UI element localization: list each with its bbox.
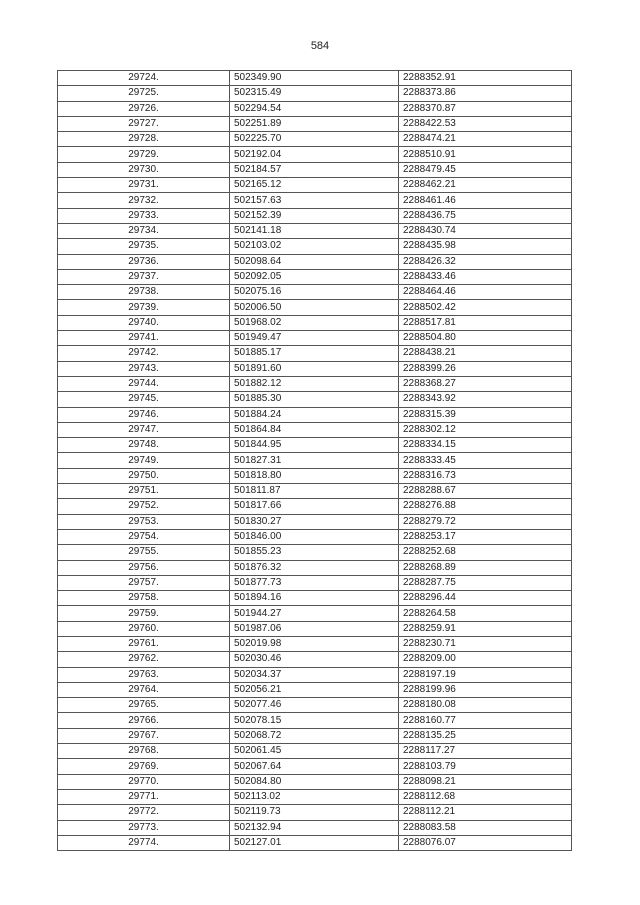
table-row <box>58 606 572 621</box>
point-number-cell: 29732. <box>58 193 230 208</box>
table-row <box>58 300 572 315</box>
table-row <box>58 438 572 453</box>
y-coordinate-cell: 2288287.75 <box>399 575 572 590</box>
table-row <box>58 713 572 728</box>
table-row <box>58 269 572 284</box>
point-number-cell: 29750. <box>58 468 230 483</box>
y-coordinate-cell: 2288438.21 <box>399 346 572 361</box>
y-coordinate-cell: 2288343.92 <box>399 392 572 407</box>
x-coordinate-cell: 502349.90 <box>230 71 399 86</box>
x-coordinate-cell: 502092.05 <box>230 269 399 284</box>
table-row <box>58 178 572 193</box>
y-coordinate-cell: 2288422.53 <box>399 116 572 131</box>
y-coordinate-cell: 2288279.72 <box>399 514 572 529</box>
y-coordinate-cell: 2288315.39 <box>399 407 572 422</box>
table-row <box>58 468 572 483</box>
table-row <box>58 422 572 437</box>
x-coordinate-cell: 502152.39 <box>230 208 399 223</box>
y-coordinate-cell: 2288474.21 <box>399 132 572 147</box>
table-row <box>58 667 572 682</box>
table-row <box>58 132 572 147</box>
table-row <box>58 223 572 238</box>
x-coordinate-cell: 502068.72 <box>230 728 399 743</box>
point-number-cell: 29744. <box>58 376 230 391</box>
table-row <box>58 361 572 376</box>
point-number-cell: 29763. <box>58 667 230 682</box>
point-number-cell: 29728. <box>58 132 230 147</box>
y-coordinate-cell: 2288504.80 <box>399 331 572 346</box>
x-coordinate-cell: 501987.06 <box>230 621 399 636</box>
x-coordinate-cell: 502127.01 <box>230 835 399 850</box>
x-coordinate-cell: 501882.12 <box>230 376 399 391</box>
point-number-cell: 29725. <box>58 86 230 101</box>
table-row <box>58 239 572 254</box>
table-row <box>58 116 572 131</box>
point-number-cell: 29765. <box>58 698 230 713</box>
table-row <box>58 652 572 667</box>
table-row <box>58 682 572 697</box>
y-coordinate-cell: 2288316.73 <box>399 468 572 483</box>
table-row <box>58 744 572 759</box>
point-number-cell: 29738. <box>58 285 230 300</box>
point-number-cell: 29742. <box>58 346 230 361</box>
table-row <box>58 805 572 820</box>
point-number-cell: 29760. <box>58 621 230 636</box>
x-coordinate-cell: 502132.94 <box>230 820 399 835</box>
point-number-cell: 29751. <box>58 484 230 499</box>
table-row <box>58 529 572 544</box>
point-number-cell: 29731. <box>58 178 230 193</box>
point-number-cell: 29730. <box>58 162 230 177</box>
y-coordinate-cell: 2288230.71 <box>399 636 572 651</box>
y-coordinate-cell: 2288276.88 <box>399 499 572 514</box>
table-row <box>58 315 572 330</box>
point-number-cell: 29773. <box>58 820 230 835</box>
point-number-cell: 29740. <box>58 315 230 330</box>
point-number-cell: 29739. <box>58 300 230 315</box>
point-number-cell: 29769. <box>58 759 230 774</box>
y-coordinate-cell: 2288426.32 <box>399 254 572 269</box>
x-coordinate-cell: 502084.80 <box>230 774 399 789</box>
table-row <box>58 575 572 590</box>
point-number-cell: 29747. <box>58 422 230 437</box>
point-number-cell: 29772. <box>58 805 230 820</box>
y-coordinate-cell: 2288259.91 <box>399 621 572 636</box>
y-coordinate-cell: 2288112.68 <box>399 789 572 804</box>
y-coordinate-cell: 2288117.27 <box>399 744 572 759</box>
point-number-cell: 29736. <box>58 254 230 269</box>
point-number-cell: 29735. <box>58 239 230 254</box>
x-coordinate-cell: 501830.27 <box>230 514 399 529</box>
x-coordinate-cell: 501884.24 <box>230 407 399 422</box>
x-coordinate-cell: 502184.57 <box>230 162 399 177</box>
y-coordinate-cell: 2288197.19 <box>399 667 572 682</box>
x-coordinate-cell: 501894.16 <box>230 591 399 606</box>
x-coordinate-cell: 502056.21 <box>230 682 399 697</box>
y-coordinate-cell: 2288076.07 <box>399 835 572 850</box>
x-coordinate-cell: 501876.32 <box>230 560 399 575</box>
y-coordinate-cell: 2288399.26 <box>399 361 572 376</box>
x-coordinate-cell: 502165.12 <box>230 178 399 193</box>
point-number-cell: 29741. <box>58 331 230 346</box>
x-coordinate-cell: 501885.17 <box>230 346 399 361</box>
y-coordinate-cell: 2288502.42 <box>399 300 572 315</box>
x-coordinate-cell: 502294.54 <box>230 101 399 116</box>
point-number-cell: 29733. <box>58 208 230 223</box>
x-coordinate-cell: 502157.63 <box>230 193 399 208</box>
x-coordinate-cell: 501968.02 <box>230 315 399 330</box>
x-coordinate-cell: 502067.64 <box>230 759 399 774</box>
coordinate-table-body <box>58 71 572 851</box>
table-row <box>58 759 572 774</box>
table-row <box>58 453 572 468</box>
y-coordinate-cell: 2288098.21 <box>399 774 572 789</box>
table-row <box>58 71 572 86</box>
point-number-cell: 29762. <box>58 652 230 667</box>
x-coordinate-cell: 502225.70 <box>230 132 399 147</box>
y-coordinate-cell: 2288433.46 <box>399 269 572 284</box>
x-coordinate-cell: 502077.46 <box>230 698 399 713</box>
table-row <box>58 86 572 101</box>
x-coordinate-cell: 501855.23 <box>230 545 399 560</box>
table-row <box>58 560 572 575</box>
table-row <box>58 484 572 499</box>
page-number: 584 <box>310 40 330 52</box>
table-row <box>58 147 572 162</box>
x-coordinate-cell: 502061.45 <box>230 744 399 759</box>
x-coordinate-cell: 502075.16 <box>230 285 399 300</box>
y-coordinate-cell: 2288368.27 <box>399 376 572 391</box>
point-number-cell: 29759. <box>58 606 230 621</box>
table-row <box>58 407 572 422</box>
table-row <box>58 193 572 208</box>
y-coordinate-cell: 2288288.67 <box>399 484 572 499</box>
point-number-cell: 29754. <box>58 529 230 544</box>
point-number-cell: 29755. <box>58 545 230 560</box>
x-coordinate-cell: 501877.73 <box>230 575 399 590</box>
table-row <box>58 499 572 514</box>
y-coordinate-cell: 2288268.89 <box>399 560 572 575</box>
point-number-cell: 29753. <box>58 514 230 529</box>
x-coordinate-cell: 502315.49 <box>230 86 399 101</box>
table-row <box>58 728 572 743</box>
table-row <box>58 101 572 116</box>
point-number-cell: 29737. <box>58 269 230 284</box>
y-coordinate-cell: 2288461.46 <box>399 193 572 208</box>
y-coordinate-cell: 2288209.00 <box>399 652 572 667</box>
y-coordinate-cell: 2288373.86 <box>399 86 572 101</box>
point-number-cell: 29768. <box>58 744 230 759</box>
x-coordinate-cell: 502030.46 <box>230 652 399 667</box>
point-number-cell: 29746. <box>58 407 230 422</box>
point-number-cell: 29756. <box>58 560 230 575</box>
table-row <box>58 208 572 223</box>
table-row <box>58 835 572 850</box>
point-number-cell: 29764. <box>58 682 230 697</box>
x-coordinate-cell: 502103.02 <box>230 239 399 254</box>
y-coordinate-cell: 2288464.46 <box>399 285 572 300</box>
y-coordinate-cell: 2288160.77 <box>399 713 572 728</box>
point-number-cell: 29770. <box>58 774 230 789</box>
table-row <box>58 285 572 300</box>
point-number-cell: 29757. <box>58 575 230 590</box>
table-row <box>58 698 572 713</box>
x-coordinate-cell: 502192.04 <box>230 147 399 162</box>
x-coordinate-cell: 501818.80 <box>230 468 399 483</box>
y-coordinate-cell: 2288253.17 <box>399 529 572 544</box>
table-row <box>58 774 572 789</box>
table-row <box>58 514 572 529</box>
point-number-cell: 29748. <box>58 438 230 453</box>
y-coordinate-cell: 2288334.15 <box>399 438 572 453</box>
y-coordinate-cell: 2288302.12 <box>399 422 572 437</box>
x-coordinate-cell: 502006.50 <box>230 300 399 315</box>
x-coordinate-cell: 502251.89 <box>230 116 399 131</box>
y-coordinate-cell: 2288180.08 <box>399 698 572 713</box>
point-number-cell: 29758. <box>58 591 230 606</box>
x-coordinate-cell: 501817.66 <box>230 499 399 514</box>
point-number-cell: 29726. <box>58 101 230 116</box>
x-coordinate-cell: 502019.98 <box>230 636 399 651</box>
y-coordinate-cell: 2288264.58 <box>399 606 572 621</box>
x-coordinate-cell: 502034.37 <box>230 667 399 682</box>
y-coordinate-cell: 2288199.96 <box>399 682 572 697</box>
y-coordinate-cell: 2288479.45 <box>399 162 572 177</box>
point-number-cell: 29752. <box>58 499 230 514</box>
x-coordinate-cell: 501827.31 <box>230 453 399 468</box>
y-coordinate-cell: 2288112.21 <box>399 805 572 820</box>
point-number-cell: 29766. <box>58 713 230 728</box>
point-number-cell: 29774. <box>58 835 230 850</box>
y-coordinate-cell: 2288510.91 <box>399 147 572 162</box>
table-row <box>58 346 572 361</box>
point-number-cell: 29745. <box>58 392 230 407</box>
x-coordinate-cell: 502119.73 <box>230 805 399 820</box>
table-row <box>58 331 572 346</box>
point-number-cell: 29734. <box>58 223 230 238</box>
table-row <box>58 392 572 407</box>
table-row <box>58 254 572 269</box>
x-coordinate-cell: 502113.02 <box>230 789 399 804</box>
x-coordinate-cell: 501885.30 <box>230 392 399 407</box>
y-coordinate-cell: 2288103.79 <box>399 759 572 774</box>
x-coordinate-cell: 502098.64 <box>230 254 399 269</box>
x-coordinate-cell: 502141.18 <box>230 223 399 238</box>
point-number-cell: 29743. <box>58 361 230 376</box>
table-row <box>58 789 572 804</box>
x-coordinate-cell: 501891.60 <box>230 361 399 376</box>
x-coordinate-cell: 501846.00 <box>230 529 399 544</box>
table-row <box>58 545 572 560</box>
table-row <box>58 621 572 636</box>
point-number-cell: 29749. <box>58 453 230 468</box>
point-number-cell: 29771. <box>58 789 230 804</box>
y-coordinate-cell: 2288436.75 <box>399 208 572 223</box>
coordinate-table <box>57 70 572 851</box>
y-coordinate-cell: 2288333.45 <box>399 453 572 468</box>
y-coordinate-cell: 2288352.91 <box>399 71 572 86</box>
table-row <box>58 820 572 835</box>
x-coordinate-cell: 501949.47 <box>230 331 399 346</box>
table-row <box>58 591 572 606</box>
table-row <box>58 162 572 177</box>
y-coordinate-cell: 2288517.81 <box>399 315 572 330</box>
y-coordinate-cell: 2288430.74 <box>399 223 572 238</box>
x-coordinate-cell: 501811.87 <box>230 484 399 499</box>
point-number-cell: 29724. <box>58 71 230 86</box>
table-row <box>58 636 572 651</box>
point-number-cell: 29761. <box>58 636 230 651</box>
x-coordinate-cell: 501944.27 <box>230 606 399 621</box>
y-coordinate-cell: 2288462.21 <box>399 178 572 193</box>
x-coordinate-cell: 501864.84 <box>230 422 399 437</box>
point-number-cell: 29767. <box>58 728 230 743</box>
table-row <box>58 376 572 391</box>
point-number-cell: 29727. <box>58 116 230 131</box>
y-coordinate-cell: 2288252.68 <box>399 545 572 560</box>
y-coordinate-cell: 2288435.98 <box>399 239 572 254</box>
x-coordinate-cell: 501844.95 <box>230 438 399 453</box>
y-coordinate-cell: 2288370.87 <box>399 101 572 116</box>
y-coordinate-cell: 2288296.44 <box>399 591 572 606</box>
y-coordinate-cell: 2288135.25 <box>399 728 572 743</box>
y-coordinate-cell: 2288083.58 <box>399 820 572 835</box>
x-coordinate-cell: 502078.15 <box>230 713 399 728</box>
point-number-cell: 29729. <box>58 147 230 162</box>
